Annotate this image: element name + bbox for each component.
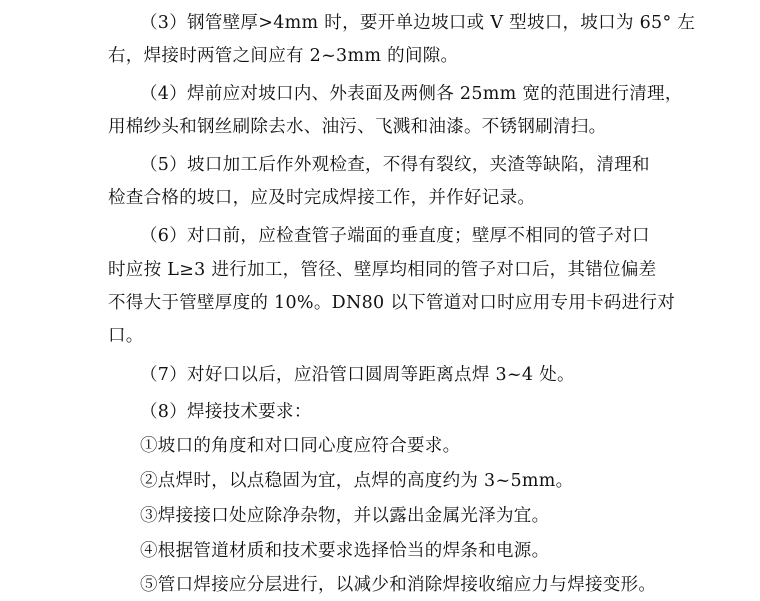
- text-line: ①坡口的角度和对口同心度应符合要求。: [140, 436, 461, 456]
- text-line: 右，焊接时两管之间应有 2~3mm 的间隙。: [108, 46, 459, 66]
- text-line: ②点焊时，以点稳固为宜，点焊的高度约为 3~5mm。: [140, 471, 574, 491]
- text-line: （5）坡口加工后作外观检查，不得有裂纹，夹渣等缺陷，清理和: [140, 155, 650, 175]
- text-line: 检查合格的坡口，应及时完成焊接工作，并作好记录。: [108, 188, 536, 208]
- text-line: 时应按 L≥3 进行加工，管径、壁厚均相同的管子对口后，其错位偏差: [108, 260, 657, 280]
- text-line: （4）焊前应对坡口内、外表面及两侧各 25mm 宽的范围进行清理，: [140, 84, 683, 104]
- text-line: （7）对好口以后，应沿管口圆周等距离点焊 3~4 处。: [140, 365, 575, 385]
- text-line: （8）焊接技术要求：: [140, 402, 312, 422]
- text-line: （6）对口前，应检查管子端面的垂直度；壁厚不相同的管子对口: [140, 226, 650, 246]
- text-line: ③焊接接口处应除净杂物，并以露出金属光泽为宜。: [140, 506, 550, 526]
- text-line: （3）钢管壁厚>4mm 时，要开单边坡口或 V 型坡口，坡口为 65° 左: [140, 13, 696, 33]
- text-line: 用棉纱头和钢丝刷除去水、油污、飞溅和油漆。不锈钢刷清扫。: [108, 117, 607, 137]
- text-line: 口。: [108, 326, 144, 346]
- text-line: ④根据管道材质和技术要求选择恰当的焊条和电源。: [140, 541, 550, 561]
- text-line: 不得大于管壁厚度的 10%。DN80 以下管道对口时应用专用卡码进行对: [108, 293, 676, 313]
- text-line: ⑤管口焊接应分层进行，以减少和消除焊接收缩应力与焊接变形。: [140, 575, 657, 595]
